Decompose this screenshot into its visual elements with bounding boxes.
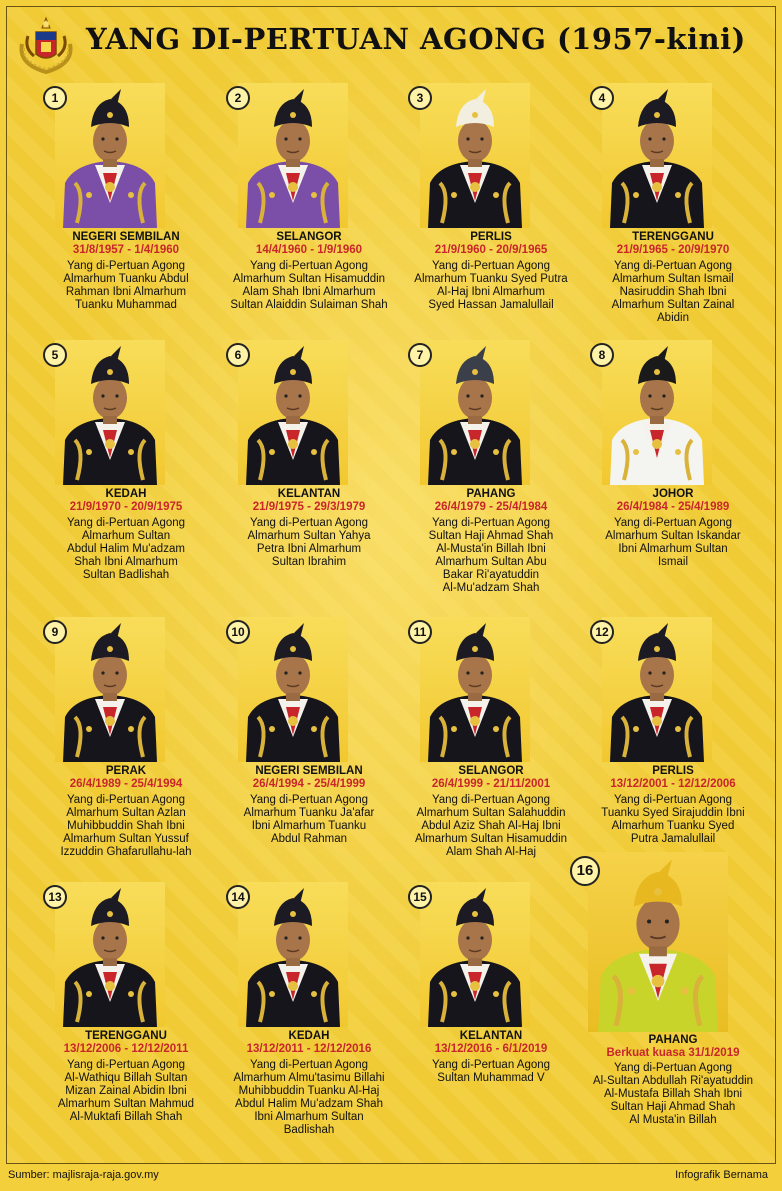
king-reign-dates: 21/9/1960 - 20/9/1965 — [434, 244, 548, 256]
king-description-line: Almarhum Tuanku Syed — [611, 820, 735, 832]
king-reign-dates: 26/4/1999 - 21/11/2001 — [431, 778, 551, 790]
king-reign-dates: 26/4/1979 - 25/4/1984 — [434, 501, 548, 513]
king-state: SELANGOR — [458, 765, 524, 777]
king-description — [35, 1059, 217, 1124]
king-portrait — [602, 617, 712, 762]
king-description-line: Al-Sultan Abdullah Ri'ayatuddin — [592, 1075, 754, 1087]
king-description-line: Almarhum Sultan Yahya — [247, 530, 371, 542]
king-number-badge: 4 — [590, 86, 614, 110]
king-state: JOHOR — [652, 488, 694, 500]
king-number-badge: 15 — [408, 885, 432, 909]
king-reign-dates: 13/12/2001 - 12/12/2006 — [610, 778, 736, 790]
king-reign-dates: Berkuat kuasa 31/1/2019 — [606, 1047, 740, 1059]
king-description-line: Al-Musta'in Billah Ibni — [436, 543, 546, 555]
king-description-line: Almarhum Almu'tasimu Billahi — [233, 1072, 385, 1084]
king-portrait — [55, 617, 165, 762]
king-state: NEGERI SEMBILAN — [255, 765, 363, 777]
king-state: KELANTAN — [277, 488, 341, 500]
king-description-line: Abdul Halim Mu'adzam — [67, 543, 185, 555]
king-description-line: Almarhum Sultan Azlan — [66, 807, 186, 819]
king-number-badge: 6 — [226, 343, 250, 367]
king-portrait — [55, 882, 165, 1027]
king-description-line: Sultan Badlishah — [82, 569, 170, 581]
king-description-line: Shah Ibni Almarhum — [74, 556, 178, 568]
king-portrait — [602, 83, 712, 228]
king-portrait — [238, 340, 348, 485]
king-description — [400, 260, 582, 312]
king-description — [35, 517, 217, 582]
king-description-line: Almarhum Sultan Mahmud — [57, 1098, 195, 1110]
king-description-line: Sultan Haji Ahmad Shah — [428, 530, 554, 542]
king-description-line: Al-Mu'adzam Shah — [442, 582, 540, 594]
king-portrait — [602, 340, 712, 485]
credit-text: Infografik Bernama — [675, 1169, 768, 1181]
king-number-badge: 3 — [408, 86, 432, 110]
king-description-line: Yang di-Pertuan Agong — [249, 260, 369, 272]
king-number-badge: 2 — [226, 86, 250, 110]
king-state: TERENGGANU — [632, 231, 714, 243]
king-number-badge: 13 — [43, 885, 67, 909]
king-description-line: Yang di-Pertuan Agong — [613, 260, 733, 272]
king-portrait — [420, 617, 530, 762]
king-description-line: Abidin — [657, 312, 689, 324]
king-reign-dates: 21/9/1975 - 29/3/1979 — [252, 501, 366, 513]
king-description-line: Rahman Ibni Almarhum — [65, 286, 187, 298]
king-state: SELANGOR — [276, 231, 342, 243]
page-title: YANG DI-PERTUAN AGONG (1957-kini) — [86, 22, 746, 56]
king-description-line: Yang di-Pertuan Agong — [66, 260, 186, 272]
king-reign-dates: 26/4/1989 - 25/4/1994 — [69, 778, 183, 790]
king-description-line: Putra Jamalullail — [630, 833, 716, 845]
king-description — [35, 260, 217, 312]
king-description-line: Petra Ibni Almarhum — [256, 543, 362, 555]
king-description-line: Almarhum Tuanku Ja'afar — [243, 807, 375, 819]
king-description — [582, 260, 764, 325]
king-description-line: Bakar Ri'ayatuddin — [442, 569, 540, 581]
king-description-line: Ibni Almarhum Sultan — [254, 1111, 364, 1123]
king-description-line: Yang di-Pertuan Agong — [431, 517, 551, 529]
king-description-line: Al-Wathiqu Billah Sultan — [64, 1072, 188, 1084]
king-portrait — [55, 340, 165, 485]
king-description — [582, 517, 764, 569]
king-reign-dates: 31/8/1957 - 1/4/1960 — [72, 244, 180, 256]
king-reign-dates: 21/9/1970 - 20/9/1975 — [69, 501, 183, 513]
king-description-line: Abdul Aziz Shah Al-Haj Ibni — [421, 820, 561, 832]
king-description-line: Ibni Almarhum Sultan — [618, 543, 728, 555]
king-description-line: Al-Mustafa Billah Shah Ibni — [603, 1088, 743, 1100]
king-description-line: Yang di-Pertuan Agong — [249, 794, 369, 806]
king-number-badge: 14 — [226, 885, 250, 909]
king-description-line: Yang di-Pertuan Agong — [249, 517, 369, 529]
king-state: NEGERI SEMBILAN — [72, 231, 180, 243]
king-description — [218, 517, 400, 569]
king-description-line: Izzuddin Ghafarullahu-lah — [60, 846, 192, 858]
king-description-line: Almarhum Sultan Yussuf — [63, 833, 189, 845]
king-description-line: Abdul Rahman — [270, 833, 348, 845]
king-description-line: Al-Haj Ibni Almarhum — [436, 286, 545, 298]
king-number-badge: 11 — [408, 620, 432, 644]
king-number-badge: 12 — [590, 620, 614, 644]
king-state: PERLIS — [652, 765, 694, 777]
king-reign-dates: 13/12/2016 - 6/1/2019 — [434, 1043, 548, 1055]
king-description-line: Alam Shah Al-Haj — [445, 846, 537, 858]
king-description-line: Alam Shah Ibni Almarhum — [242, 286, 376, 298]
king-state: PAHANG — [648, 1034, 698, 1046]
malaysia-coat-of-arms-icon — [14, 14, 78, 76]
king-number-badge: 16 — [570, 856, 600, 886]
king-description — [400, 1059, 582, 1085]
king-description-line: Yang di-Pertuan Agong — [66, 1059, 186, 1071]
king-number-badge: 7 — [408, 343, 432, 367]
king-description-line: Tuanku Muhammad — [75, 299, 177, 311]
king-description-line: Yang di-Pertuan Agong — [613, 794, 733, 806]
king-description-line: Ismail — [657, 556, 689, 568]
king-description-line: Mizan Zainal Abidin Ibni — [65, 1085, 187, 1097]
king-reign-dates: 13/12/2006 - 12/12/2011 — [63, 1043, 189, 1055]
king-reign-dates: 21/9/1965 - 20/9/1970 — [616, 244, 730, 256]
king-portrait — [420, 83, 530, 228]
king-number-badge: 5 — [43, 343, 67, 367]
king-description-line: Almarhum Sultan Zainal — [611, 299, 735, 311]
king-state: KEDAH — [288, 1030, 330, 1042]
king-description-line: Nasiruddin Shah Ibni — [619, 286, 727, 298]
king-number-badge: 1 — [43, 86, 67, 110]
king-description-line: Al Musta'in Billah — [629, 1114, 717, 1126]
king-description — [582, 1062, 764, 1127]
king-number-badge: 9 — [43, 620, 67, 644]
king-description — [400, 517, 582, 595]
king-state: PERLIS — [470, 231, 512, 243]
king-description-line: Ibni Almarhum Tuanku — [251, 820, 367, 832]
king-description-line: Muhibbuddin Tuanku Al-Haj — [238, 1085, 380, 1097]
king-description — [218, 260, 400, 312]
king-description-line: Almarhum Tuanku Abdul — [63, 273, 189, 285]
king-description-line: Yang di-Pertuan Agong — [66, 517, 186, 529]
king-description-line: Abdul Halim Mu'adzam Shah — [235, 1098, 383, 1110]
king-reign-dates: 26/4/1984 - 25/4/1989 — [616, 501, 730, 513]
king-number-badge: 8 — [590, 343, 614, 367]
king-description-line: Yang di-Pertuan Agong — [431, 260, 551, 272]
king-description-line: Sultan Alaiddin Sulaiman Shah — [230, 299, 388, 311]
king-description-line: Almarhum Tuanku Syed Putra — [414, 273, 568, 285]
king-portrait — [588, 852, 728, 1032]
king-description-line: Almarhum Sultan Hisamuddin — [232, 273, 386, 285]
king-description-line: Sultan Haji Ahmad Shah — [610, 1101, 736, 1113]
king-description-line: Tuanku Syed Sirajuddin Ibni — [601, 807, 745, 819]
king-description — [400, 794, 582, 859]
king-portrait — [420, 340, 530, 485]
king-description — [582, 794, 764, 846]
king-description-line: Yang di-Pertuan Agong — [431, 1059, 551, 1071]
king-portrait — [55, 83, 165, 228]
king-description-line: Almarhum Sultan Ismail — [612, 273, 734, 285]
king-description-line: Almarhum Sultan — [81, 530, 171, 542]
king-description-line: Yang di-Pertuan Agong — [431, 794, 551, 806]
king-description-line: Almarhum Sultan Hisamuddin — [414, 833, 568, 845]
king-portrait — [238, 617, 348, 762]
king-description-line: Yang di-Pertuan Agong — [249, 1059, 369, 1071]
king-description-line: Yang di-Pertuan Agong — [613, 517, 733, 529]
king-state: KELANTAN — [459, 1030, 523, 1042]
king-description-line: Yang di-Pertuan Agong — [66, 794, 186, 806]
king-portrait — [238, 882, 348, 1027]
source-text: Sumber: majlisraja-raja.gov.my — [8, 1169, 159, 1181]
king-description-line: Al-Muktafi Billah Shah — [69, 1111, 183, 1123]
king-reign-dates: 14/4/1960 - 1/9/1960 — [255, 244, 363, 256]
king-portrait — [420, 882, 530, 1027]
king-description — [35, 794, 217, 859]
king-reign-dates: 26/4/1994 - 25/4/1999 — [252, 778, 366, 790]
king-state: TERENGGANU — [85, 1030, 167, 1042]
king-description-line: Almarhum Sultan Abu — [435, 556, 547, 568]
king-description-line: Yang di-Pertuan Agong — [613, 1062, 733, 1074]
king-description — [218, 794, 400, 846]
king-description-line: Badlishah — [283, 1124, 335, 1136]
king-state: PAHANG — [466, 488, 516, 500]
king-description-line: Muhibbuddin Shah Ibni — [67, 820, 185, 832]
king-description-line: Sultan Ibrahim — [271, 556, 347, 568]
king-number-badge: 10 — [226, 620, 250, 644]
king-description-line: Sultan Muhammad V — [437, 1072, 545, 1084]
king-reign-dates: 13/12/2011 - 12/12/2016 — [246, 1043, 372, 1055]
king-state: KEDAH — [105, 488, 147, 500]
king-description-line: Almarhum Sultan Iskandar — [605, 530, 741, 542]
king-portrait — [238, 83, 348, 228]
king-state: PERAK — [105, 765, 147, 777]
king-description-line: Almarhum Sultan Salahuddin — [416, 807, 566, 819]
king-description-line: Syed Hassan Jamalullail — [428, 299, 554, 311]
king-description — [218, 1059, 400, 1137]
